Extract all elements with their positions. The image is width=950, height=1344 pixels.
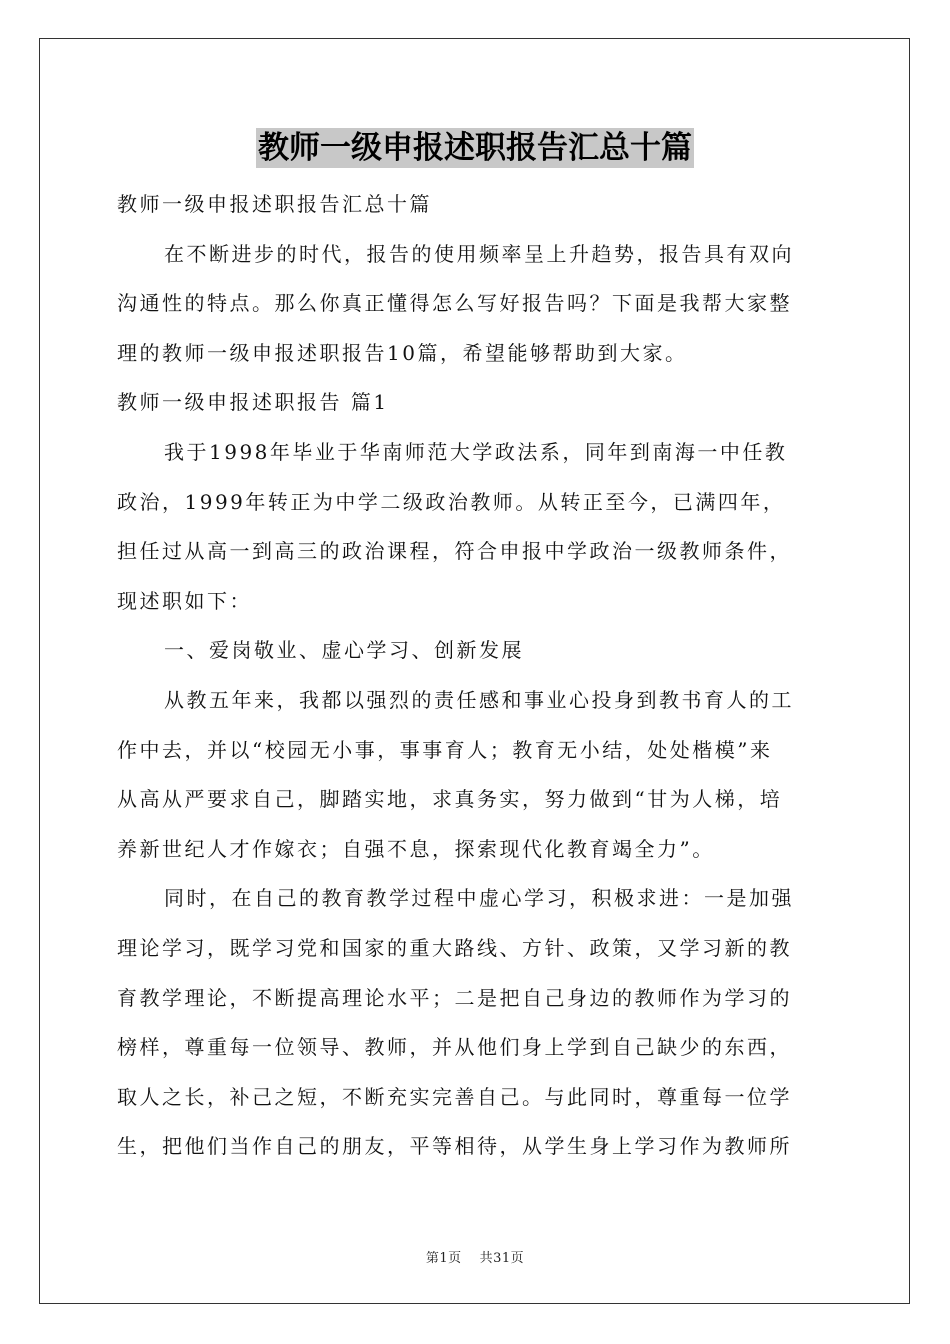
- body-line: 政治，1999年转正为中学二级政治教师。从转正至今，已满四年，: [117, 489, 786, 514]
- body-line: 教师一级申报述职报告 篇1: [117, 390, 389, 415]
- body-line: 在不断进步的时代，报告的使用频率呈上升趋势，报告具有双向: [164, 241, 794, 266]
- body-line: 一、爱岗敬业、虚心学习、创新发展: [164, 638, 524, 663]
- document-title: 教师一级申报述职报告汇总十篇: [258, 130, 692, 166]
- body-line: 从教五年来，我都以强烈的责任感和事业心投身到教书育人的工: [164, 687, 794, 712]
- body-line: 担任过从高一到高三的政治课程，符合申报中学政治一级教师条件，: [117, 539, 792, 564]
- body-line: 从高从严要求自己，脚踏实地，求真务实，努力做到“甘为人梯，培: [117, 787, 783, 812]
- document-body: [117, 180, 835, 1172]
- body-line: 同时，在自己的教育教学过程中虚心学习，积极求进：一是加强: [164, 886, 794, 911]
- body-line: 理论学习，既学习党和国家的重大路线、方针、政策，又学习新的教: [117, 935, 792, 960]
- body-line: 沟通性的特点。那么你真正懂得怎么写好报告吗？下面是我帮大家整: [117, 291, 792, 316]
- body-line: 榜样，尊重每一位领导、教师，并从他们身上学到自己缺少的东西，: [117, 1035, 792, 1060]
- page-number-total: 共31页: [479, 1251, 525, 1266]
- body-line: 取人之长，补己之短，不断充实完善自己。与此同时，尊重每一位学: [117, 1084, 792, 1109]
- body-line: 我于1998年毕业于华南师范大学政法系，同年到南海一中任教: [164, 439, 788, 464]
- body-line: 现述职如下：: [117, 588, 252, 613]
- body-line: 作中去，并以“校园无小事，事事育人；教育无小结，处处楷模”来: [117, 737, 773, 762]
- body-line: 生，把他们当作自己的朋友，平等相待，从学生身上学习作为教师所: [117, 1134, 792, 1159]
- title-container: [0, 128, 950, 168]
- body-line: 养新世纪人才作嫁衣；自强不息，探索现代化教育竭全力”。: [117, 836, 715, 861]
- body-line: 育教学理论，不断提高理论水平；二是把自己身边的教师作为学习的: [117, 985, 792, 1010]
- body-line: 理的教师一级申报述职报告10篇，希望能够帮助到大家。: [117, 340, 688, 365]
- page-number-current: 第1页: [425, 1251, 462, 1266]
- body-line: 教师一级申报述职报告汇总十篇: [117, 192, 432, 216]
- page-footer: [0, 1247, 950, 1266]
